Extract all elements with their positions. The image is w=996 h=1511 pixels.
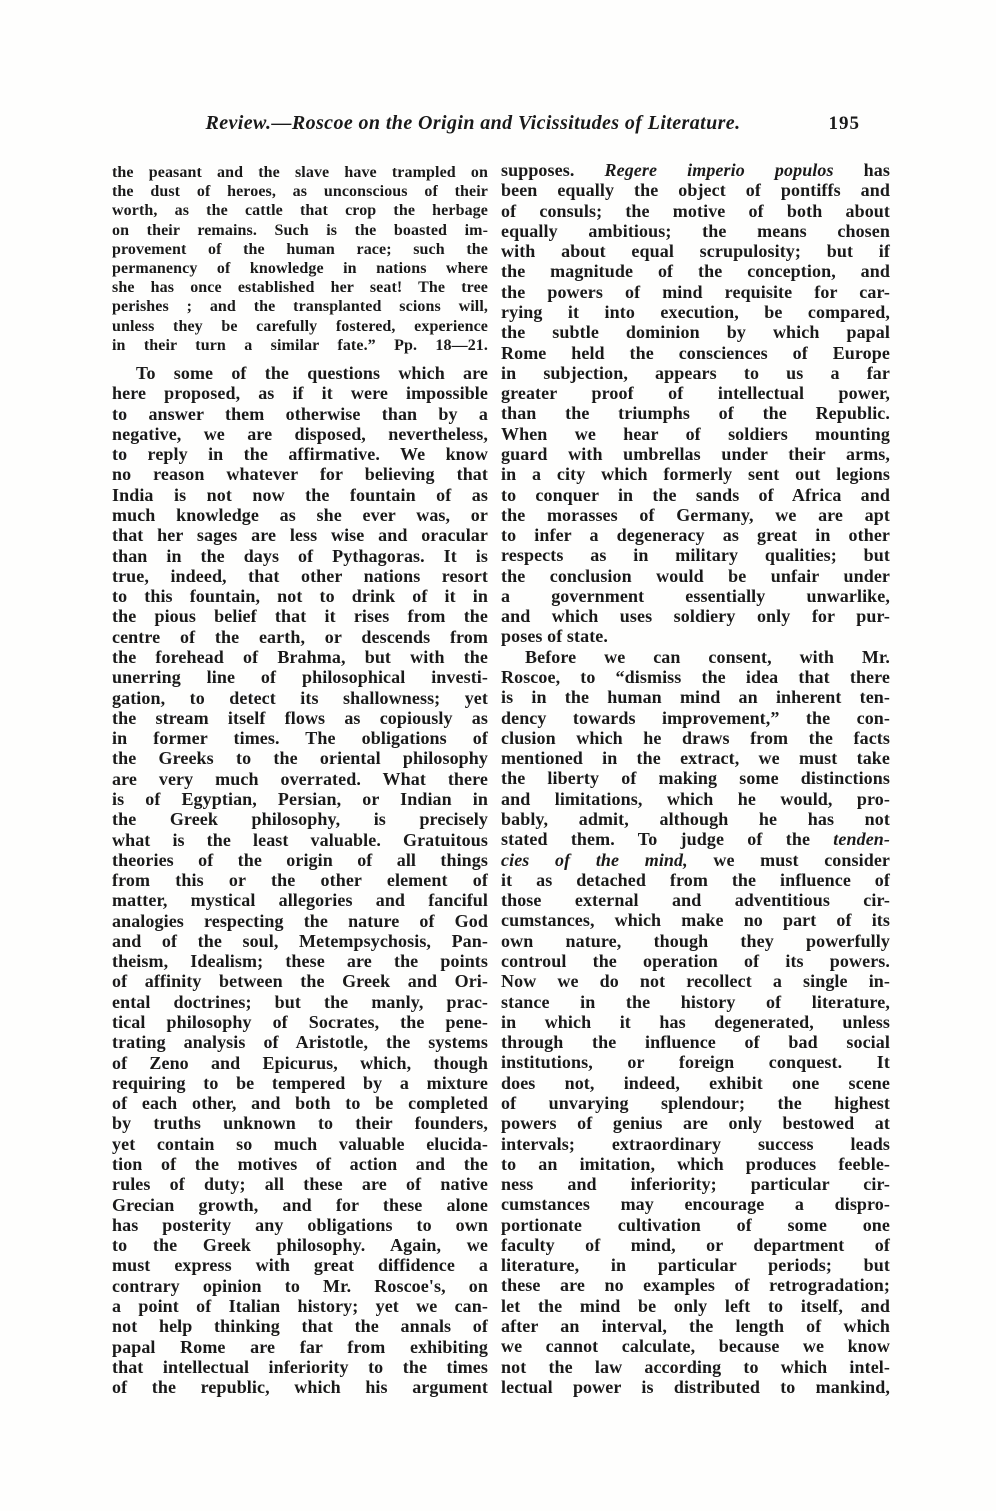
text-line: permanency of knowledge in nations where — [112, 260, 488, 278]
right-column — [501, 160, 890, 1397]
text-line: what is the least valuable. Gratuitous — [112, 829, 488, 850]
page-number: 195 — [828, 113, 860, 134]
text-line: intervals; extraordinary success leads — [501, 1133, 890, 1154]
right-body-text — [501, 160, 890, 1397]
text-line: India is not now the fountain of as — [112, 484, 488, 505]
text-line: theism, Idealism; these are the points — [112, 951, 488, 972]
text-line: Rome held the consciences of Europe — [501, 342, 890, 363]
text-line: that intellectual inferiority to the times — [112, 1356, 488, 1377]
text-line: has posterity any obligations to own — [112, 1214, 488, 1235]
text-line: bably, admit, although he has not — [501, 809, 890, 829]
text-line: powers of genius are only bestowed at — [501, 1113, 890, 1134]
text-line: unless they be carefully fostered, experience — [112, 317, 488, 335]
text-line: to this fountain, not to drink of it in — [112, 586, 488, 607]
text-line: the morasses of Germany, we are apt — [501, 504, 890, 525]
text-line: yet contain so much valuable elucida- — [112, 1133, 488, 1154]
text-line: matter, mystical allegories and fanciful — [112, 890, 488, 911]
text-line: equally ambitious; the means chosen — [501, 220, 890, 241]
text-line: it as detached from the influence of — [501, 869, 890, 890]
text-line: from this or the other element of — [112, 870, 488, 891]
text-line: requiring to be tempered by a mixture — [112, 1072, 488, 1093]
text-line: must express with great diffidence a — [112, 1255, 488, 1276]
text-line: in their turn a similar fate.” Pp. 18—21. — [112, 336, 488, 354]
text-line: the liberty of making some distinctions — [501, 768, 890, 789]
text-line: gation, to detect its shallowness; yet — [112, 687, 488, 708]
left-column — [112, 163, 488, 1397]
text-line: Before we can consent, with Mr. — [525, 646, 890, 667]
text-line: to conquer in the sands of Africa and — [501, 484, 890, 505]
text-line: the Greeks to the oriental philosophy — [112, 748, 488, 769]
text-line: let the mind be only left to itself, and — [501, 1295, 890, 1316]
running-header — [112, 112, 890, 142]
text-line: much knowledge as she ever was, or — [112, 505, 488, 525]
text-line: by truths unknown to their founders, — [112, 1113, 488, 1134]
text-line: mentioned in the extract, we must take — [501, 748, 890, 769]
text-line: that her sages are less wise and oracular — [112, 525, 488, 546]
quoted-extract-block — [112, 163, 488, 355]
text-line: Grecian growth, and for these alone — [112, 1194, 488, 1215]
running-header-title: Review.—Roscoe on the Origin and Vicissitudes of Literature. — [205, 112, 741, 134]
text-line: in subjection, appears to us a far — [501, 362, 890, 383]
text-line: been equally the object of pontiffs and — [501, 180, 890, 201]
text-line: faculty of mind, or department of — [501, 1234, 890, 1255]
text-line: a point of Italian history; yet we can- — [112, 1295, 488, 1316]
text-line: those external and adventitious cir- — [501, 890, 890, 911]
text-line: centre of the earth, or descends from — [112, 626, 488, 647]
text-line: no reason whatever for believing that — [112, 464, 488, 485]
text-line: own nature, though they powerfully — [501, 930, 890, 951]
text-line: guard with umbrellas under their arms, — [501, 443, 890, 464]
text-line: the pious belief that it rises from the — [112, 606, 488, 627]
text-line: she has once established her seat! The tree — [112, 279, 488, 297]
text-line: portionate cultivation of some one — [501, 1214, 890, 1235]
text-line: dency towards improvement,” the con- — [501, 707, 890, 728]
text-line: stated them. To judge of the tenden- — [501, 829, 890, 850]
text-line: is of Egyptian, Persian, or Indian in — [112, 788, 488, 809]
text-line: cies of the mind, we must consider — [501, 849, 890, 870]
text-line: cumstances may encourage a dispro- — [501, 1194, 890, 1215]
text-line: here proposed, as if it were impossible — [112, 383, 488, 404]
left-body-text — [112, 363, 488, 1397]
text-line: a government essentially unwarlike, — [501, 585, 890, 606]
text-line: rules of duty; all these are of native — [112, 1174, 488, 1195]
text-line: to infer a degeneracy as great in other — [501, 525, 890, 546]
text-line: respects as in military qualities; but — [501, 545, 890, 566]
text-line: tical philosophy of Socrates, the pene- — [112, 1012, 488, 1033]
text-line: with about equal scrupulosity; but if — [501, 241, 890, 262]
text-line: of unvarying splendour; the highest — [501, 1092, 890, 1113]
text-line: of affinity between the Greek and Ori- — [112, 971, 488, 992]
text-line: of Zeno and Epicurus, which, though — [112, 1052, 488, 1073]
text-line: are very much overrated. What there — [112, 768, 488, 789]
text-line: to the Greek philosophy. Again, we — [112, 1235, 488, 1256]
text-line: through the influence of bad social — [501, 1032, 890, 1053]
text-line: these are no examples of retrogradation; — [501, 1275, 890, 1296]
text-line: the conclusion would be unfair under — [501, 565, 890, 586]
text-line: the dust of heroes, as unconscious of their — [112, 183, 488, 201]
text-line: worth, as the cattle that crop the herbage — [112, 202, 488, 220]
text-line: the subtle dominion by which papal — [501, 322, 890, 343]
text-line: Roscoe, to “dismiss the idea that there — [501, 667, 890, 688]
text-line: institutions, or foreign conquest. It — [501, 1052, 890, 1073]
text-line: ness and inferiority; particular cir- — [501, 1174, 890, 1195]
text-line: on their remains. Such is the boasted im- — [112, 221, 488, 239]
text-line: tion of the motives of action and the — [112, 1154, 488, 1174]
text-line: provement of the human race; such the — [112, 240, 488, 258]
text-line: the magnitude of the conception, and — [501, 261, 890, 282]
text-line: in former times. The obligations of — [112, 728, 488, 749]
text-line: trating analysis of Aristotle, the systems — [112, 1032, 488, 1053]
text-line: after an interval, the length of which — [501, 1316, 890, 1337]
text-line: and limitations, which he would, pro- — [501, 788, 890, 809]
text-line: literature, in particular periods; but — [501, 1255, 890, 1276]
text-line: theories of the origin of all things — [112, 849, 488, 870]
text-line: When we hear of soldiers mounting — [501, 423, 890, 444]
text-line: we cannot calculate, because we know — [501, 1336, 890, 1357]
text-line: supposes. Regere imperio populos has — [501, 160, 890, 180]
text-line: cumstances, which make no part of its — [501, 910, 890, 931]
text-line: of each other, and both to be completed — [112, 1093, 488, 1114]
text-line: To some of the questions which are — [136, 363, 488, 384]
text-line: in which it has degenerated, unless — [501, 1011, 890, 1032]
text-line: and of the soul, Metempsychosis, Pan- — [112, 930, 488, 951]
text-line: Now we do not recollect a single in- — [501, 971, 890, 992]
text-line: contrary opinion to Mr. Roscoe's, on — [112, 1275, 488, 1296]
text-line: to an imitation, which produces feeble- — [501, 1153, 890, 1174]
text-line: greater proof of intellectual power, — [501, 383, 890, 404]
text-line: the Greek philosophy, is precisely — [112, 809, 488, 830]
text-line: of the republic, which his argument — [112, 1377, 488, 1398]
text-line: papal Rome are far from exhibiting — [112, 1336, 488, 1357]
text-line: perishes ; and the transplanted scions will, — [112, 298, 488, 316]
text-line: to reply in the affirmative. We know — [112, 444, 488, 465]
text-line: negative, we are disposed, nevertheless, — [112, 423, 488, 444]
text-line: the stream itself flows as copiously as — [112, 707, 488, 728]
text-line: poses of state. — [501, 626, 608, 647]
text-line: true, indeed, that other nations resort — [112, 565, 488, 586]
text-line: not help thinking that the annals of — [112, 1316, 488, 1337]
text-line: ental doctrines; but the manly, prac- — [112, 991, 488, 1012]
text-line: rying it into execution, be compared, — [501, 301, 890, 322]
text-line: than the triumphs of the Republic. — [501, 403, 890, 424]
text-line: and which uses soldiery only for pur- — [501, 606, 890, 627]
text-line: the peasant and the slave have trampled on — [112, 164, 488, 181]
text-line: analogies respecting the nature of God — [112, 910, 488, 931]
text-line: unerring line of philosophical investi- — [112, 667, 488, 688]
text-line: does not, indeed, exhibit one scene — [501, 1072, 890, 1093]
text-line: of consuls; the motive of both about — [501, 200, 890, 221]
text-line: to answer them otherwise than by a — [112, 403, 488, 424]
text-line: controul the operation of its powers. — [501, 950, 890, 971]
text-line: lectual power is distributed to mankind, — [501, 1376, 890, 1397]
text-line: is in the human mind an inherent ten- — [501, 687, 890, 708]
text-line: the powers of mind requisite for car- — [501, 281, 890, 302]
text-line: in a city which formerly sent out legions — [501, 464, 890, 485]
text-line: than in the days of Pythagoras. It is — [112, 545, 488, 566]
text-line: clusion which he draws from the facts — [501, 727, 890, 748]
text-line: not the law according to which intel- — [501, 1356, 890, 1377]
text-line: stance in the history of literature, — [501, 991, 890, 1012]
text-line: the forehead of Brahma, but with the — [112, 646, 488, 667]
